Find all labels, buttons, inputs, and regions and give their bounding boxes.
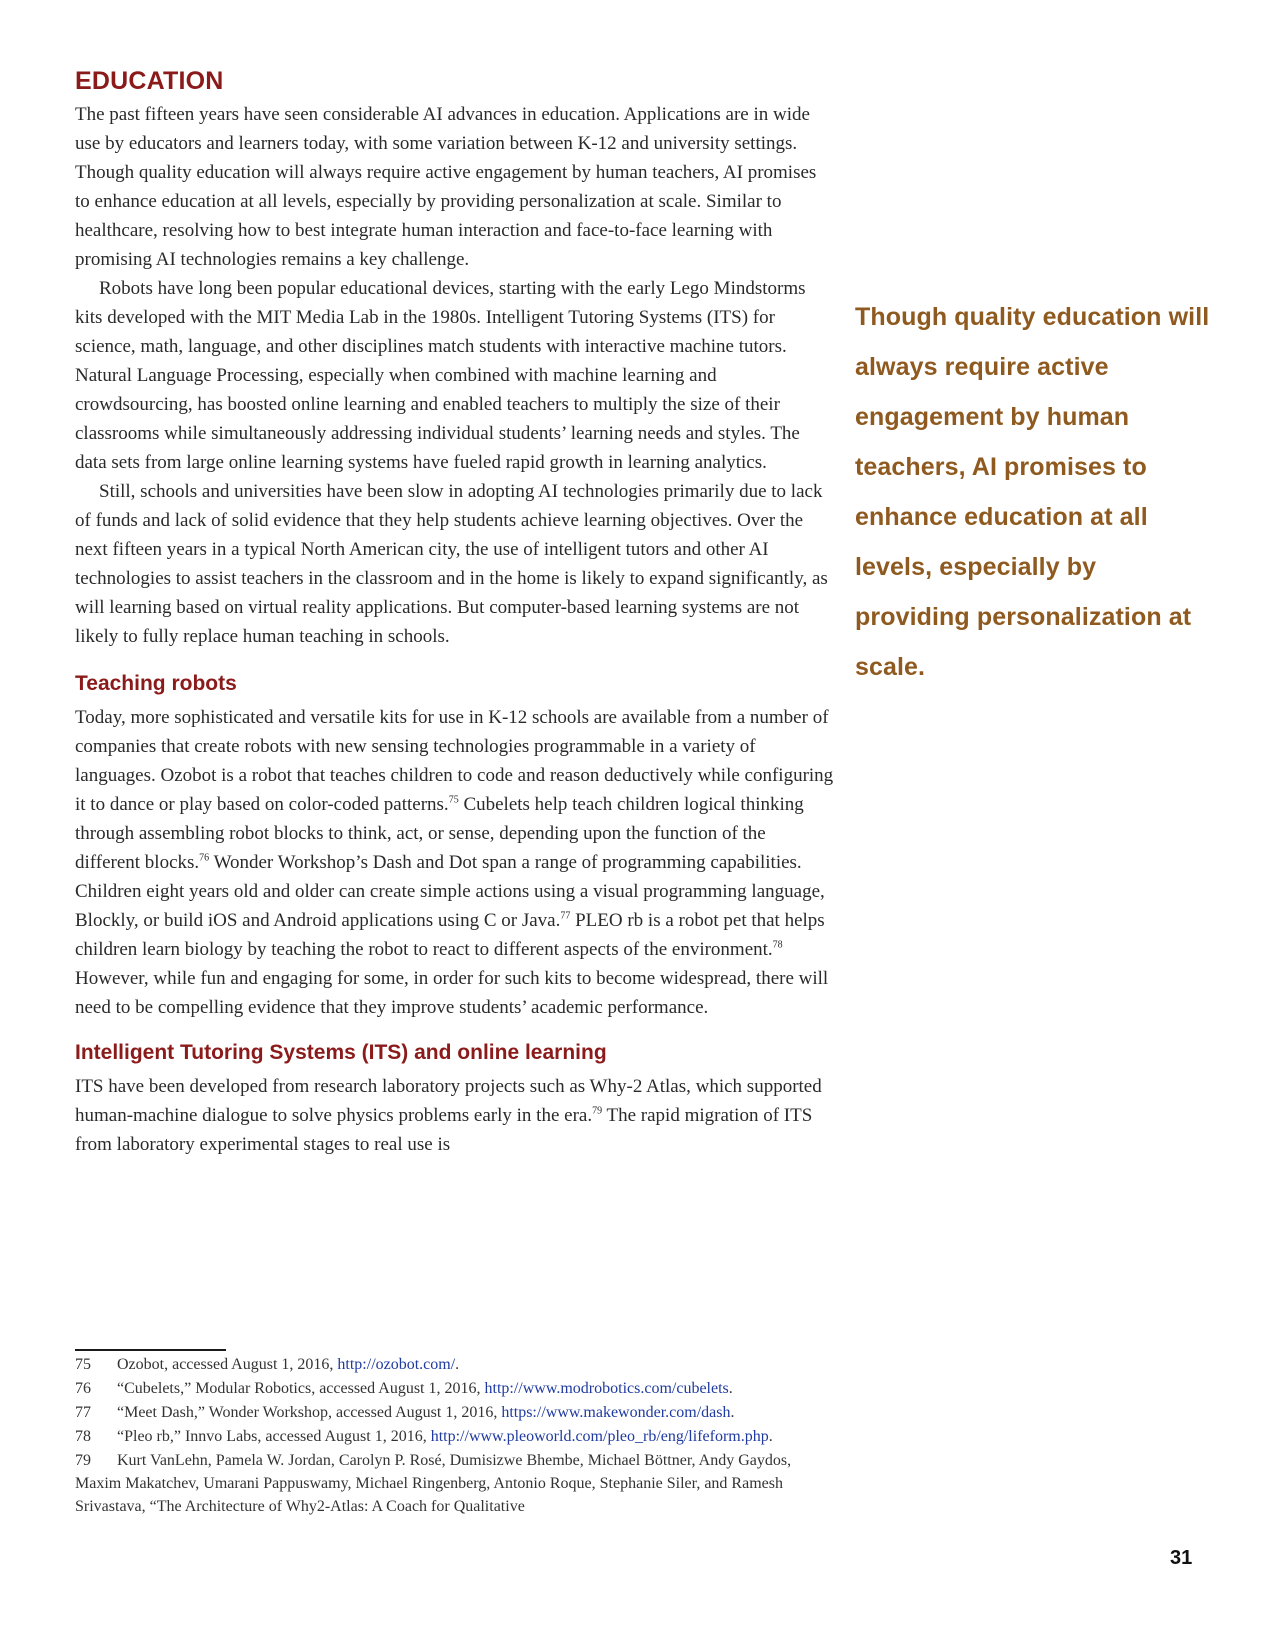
text-segment: Wonder Workshop’s Dash and Dot span a range of programming capabilities. Children eight years old and older can create simple actions using a visual programming language, Blockly, or build iOS and Android applications using C or Java. xyxy=(75,852,825,931)
text-segment: Today, more sophisticated and versatile kits for use in K-12 schools are available from a number of companies that create robots with new sensing technologies programmable in a variety of languages. Ozobot is a robot that teaches children to code and reason deductively while configuring it to dance or play based on color-coded patterns. xyxy=(75,707,834,815)
footnotes xyxy=(75,1353,835,1519)
footnote-punct: . xyxy=(768,1428,773,1445)
subheading-teaching-robots: Teaching robots xyxy=(75,672,237,695)
footnote-number: 76 xyxy=(75,1380,91,1397)
footnote-number: 78 xyxy=(75,1428,91,1445)
footnote-divider xyxy=(75,1349,226,1351)
body-paragraph xyxy=(75,1072,835,1159)
footnote-ref[interactable]: 77 xyxy=(560,910,571,922)
footnote-punct: . xyxy=(455,1356,460,1373)
footnote-item xyxy=(75,1353,835,1376)
footnote-item xyxy=(75,1449,835,1518)
text-segment: Cubelets help teach children logical thinking through assembling robot blocks to think, act, or sense, depending upon the function of the different blocks. xyxy=(75,794,804,873)
text-segment: The rapid migration of ITS from laboratory experimental stages to real use is xyxy=(75,1105,813,1155)
footnote-item xyxy=(75,1425,835,1448)
footnote-number: 77 xyxy=(75,1404,91,1421)
footnote-punct: . xyxy=(730,1404,735,1421)
page-number: 31 xyxy=(1170,1547,1193,1569)
pull-quote: Though quality education will always require active engagement by human teachers, AI promises to enhance education at all levels, especially by providing personalization at scale. xyxy=(855,303,1210,681)
text-segment: However, while fun and engaging for some, in order for such kits to become widespread, there will need to be compelling evidence that they improve students’ academic performance. xyxy=(75,968,829,1018)
footnote-ref[interactable]: 78 xyxy=(772,939,783,951)
footnote-punct: . xyxy=(728,1380,733,1397)
footnote-text: “Pleo rb,” Innvo Labs, accessed August 1, 2016, xyxy=(117,1428,431,1445)
body-paragraph: Robots have long been popular educational devices, starting with the early Lego Mindstorms kits developed with the MIT Media Lab in the 1980s. Intelligent Tutoring Systems (ITS) for science, math, language, and other disciplines match students with interactive machine tutors. Natural Language Processing, especially when combined with machine learning and crowdsourcing, has boosted online learning and enabled teachers to multiply the size of their classrooms while simultaneously addressing individual students’ learning needs and styles. The data sets from large online learning systems have fueled rapid growth in learning analytics. xyxy=(75,278,806,473)
body-paragraph xyxy=(75,703,835,1022)
footnote-ref[interactable]: 75 xyxy=(448,794,459,806)
main-column xyxy=(75,66,835,1159)
section-heading: EDUCATION xyxy=(75,67,224,95)
footnote-item xyxy=(75,1401,835,1424)
footnote-link[interactable]: http://www.modrobotics.com/cubelets xyxy=(484,1380,729,1397)
footnote-text: Kurt VanLehn, Pamela W. Jordan, Carolyn P. Rosé, Dumisizwe Bhembe, Michael Böttner, Andy Gaydos, Maxim Makatchev, Umarani Pappuswamy, Michael Ringenberg, Antonio Roque, Stephanie Siler, and Ramesh Srivastava, “The Architecture of Why2-Atlas: A Coach for Qualitative xyxy=(75,1452,792,1515)
footnote-number: 79 xyxy=(75,1452,91,1469)
footnote-ref[interactable]: 79 xyxy=(592,1105,603,1117)
footnote-text: Ozobot, accessed August 1, 2016, xyxy=(117,1356,338,1373)
text-segment: ITS have been developed from research laboratory projects such as Why-2 Atlas, which supported human-machine dialogue to solve physics problems early in the era. xyxy=(75,1076,822,1126)
footnote-link[interactable]: http://ozobot.com/ xyxy=(337,1356,456,1373)
footnote-text: “Cubelets,” Modular Robotics, accessed August 1, 2016, xyxy=(117,1380,485,1397)
footnote-number: 75 xyxy=(75,1356,91,1373)
text-segment: PLEO rb is a robot pet that helps children learn biology by teaching the robot to react to different aspects of the environment. xyxy=(75,910,825,960)
footnote-link[interactable]: https://www.makewonder.com/dash xyxy=(501,1404,731,1421)
body-paragraph: The past fifteen years have seen considerable AI advances in education. Applications are in wide use by educators and learners today, with some variation between K-12 and university settings. Though quality education will always require active engagement by human teachers, AI promises to enhance education at all levels, especially by providing personalization at scale. Similar to healthcare, resolving how to best integrate human interaction and face-to-face learning with promising AI technologies remains a key challenge. xyxy=(75,104,817,270)
body-paragraph: Still, schools and universities have been slow in adopting AI technologies primarily due to lack of funds and lack of solid evidence that they help students achieve learning objectives. Over the next fifteen years in a typical North American city, the use of intelligent tutors and other AI technologies to assist teachers in the classroom and in the home is likely to expand significantly, as will learning based on virtual reality applications. But computer-based learning systems are not likely to fully replace human teaching in schools. xyxy=(75,481,828,647)
subheading-its: Intelligent Tutoring Systems (ITS) and online learning xyxy=(75,1041,607,1064)
footnote-link[interactable]: http://www.pleoworld.com/pleo_rb/eng/lifeform.php xyxy=(430,1428,769,1445)
footnote-ref[interactable]: 76 xyxy=(199,852,210,864)
footnote-text: “Meet Dash,” Wonder Workshop, accessed August 1, 2016, xyxy=(117,1404,502,1421)
footnote-item xyxy=(75,1377,835,1400)
